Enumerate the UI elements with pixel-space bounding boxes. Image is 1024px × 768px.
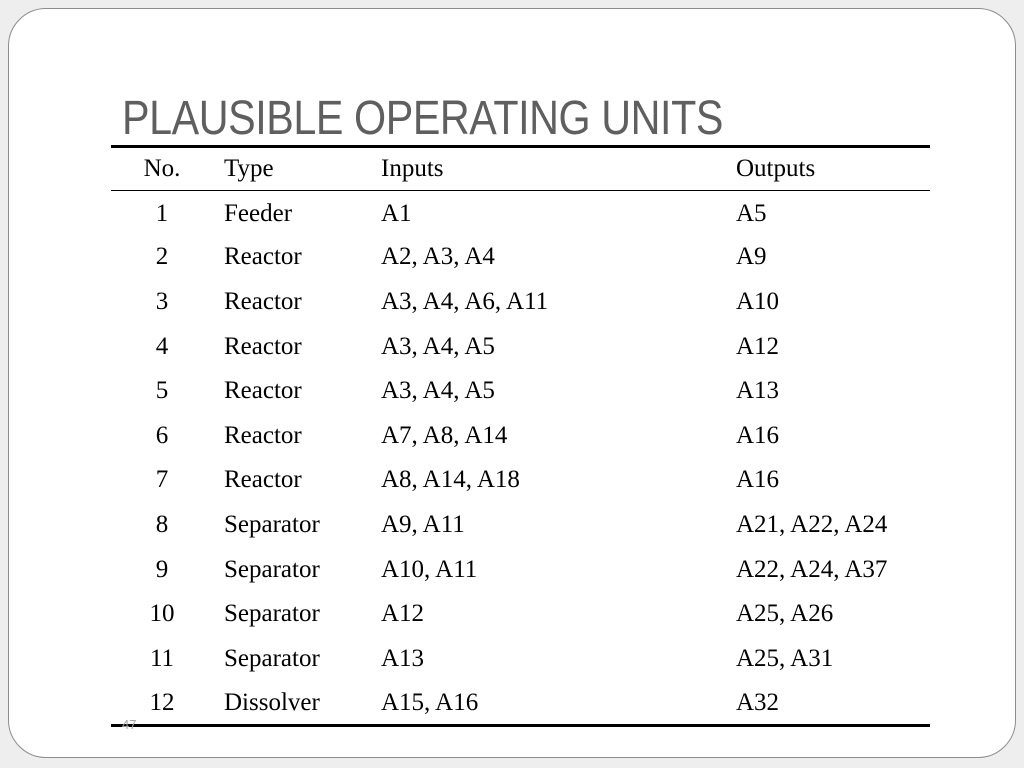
cell-no: 6 [155, 421, 169, 449]
cell-outputs: A10 [736, 287, 780, 315]
cell-outputs: A25, A26 [736, 600, 834, 628]
cell-inputs: A8, A14, A18 [381, 466, 520, 494]
cell-outputs: A9 [736, 243, 767, 271]
cell-no: 3 [155, 287, 169, 315]
cell-type: Reactor [224, 243, 302, 271]
table-row [111, 636, 930, 681]
table-row [111, 592, 930, 637]
cell-outputs: A13 [736, 377, 780, 405]
cell-no: 11 [149, 644, 175, 672]
cell-type: Reactor [224, 377, 302, 405]
cell-type: Separator [224, 555, 320, 583]
cell-type: Reactor [224, 466, 302, 494]
cell-type: Reactor [224, 332, 302, 360]
column-header-outputs: Outputs [736, 147, 930, 191]
cell-type: Separator [224, 600, 320, 628]
cell-inputs: A7, A8, A14 [381, 421, 508, 449]
table-header-row [111, 147, 930, 191]
cell-type: Separator [224, 510, 320, 538]
table-header [111, 147, 930, 191]
cell-no: 10 [149, 600, 175, 628]
table-row [111, 191, 930, 236]
cell-outputs: A25, A31 [736, 644, 834, 672]
table-row [111, 413, 930, 458]
cell-outputs: A16 [736, 421, 780, 449]
operating-units-table [111, 145, 930, 727]
cell-outputs: A16 [736, 466, 780, 494]
cell-outputs: A12 [736, 332, 780, 360]
slide [8, 8, 1016, 758]
cell-type: Reactor [224, 287, 302, 315]
cell-no: 9 [155, 555, 169, 583]
slide-number: 47 [122, 717, 137, 732]
table-row [111, 458, 930, 503]
table-row [111, 369, 930, 414]
cell-type: Reactor [224, 421, 302, 449]
cell-inputs: A10, A11 [381, 555, 478, 583]
table-row [111, 324, 930, 369]
column-header-type: Type [213, 147, 381, 191]
cell-inputs: A3, A4, A5 [381, 377, 495, 405]
table-row [111, 547, 930, 592]
cell-inputs: A3, A4, A6, A11 [381, 287, 549, 315]
table-row [111, 681, 930, 726]
cell-type: Separator [224, 644, 320, 672]
cell-inputs: A13 [381, 644, 425, 672]
table-body [111, 191, 930, 726]
slide-title: PLAUSIBLE OPERATING UNITS [122, 92, 723, 145]
column-header-inputs: Inputs [381, 147, 736, 191]
cell-no: 12 [111, 681, 213, 726]
table-row [111, 280, 930, 325]
cell-no: 1 [155, 200, 169, 228]
cell-no: 8 [155, 510, 169, 538]
cell-inputs: A12 [381, 600, 425, 628]
cell-outputs: A32 [736, 681, 930, 726]
cell-outputs: A22, A24, A37 [736, 555, 888, 583]
column-header-no: No. [111, 147, 213, 191]
table-row [111, 503, 930, 548]
cell-type: Dissolver [213, 681, 381, 726]
cell-inputs: A15, A16 [381, 681, 736, 726]
cell-no: 4 [155, 332, 169, 360]
cell-inputs: A9, A11 [381, 510, 465, 538]
cell-no: 5 [155, 377, 169, 405]
cell-outputs: A21, A22, A24 [736, 510, 888, 538]
cell-inputs: A3, A4, A5 [381, 332, 495, 360]
cell-no: 2 [155, 243, 169, 271]
table-row [111, 235, 930, 280]
cell-inputs: A2, A3, A4 [381, 243, 495, 271]
cell-type: Feeder [224, 200, 293, 228]
cell-inputs: A1 [381, 200, 412, 228]
cell-outputs: A5 [736, 200, 767, 228]
cell-no: 7 [155, 466, 169, 494]
